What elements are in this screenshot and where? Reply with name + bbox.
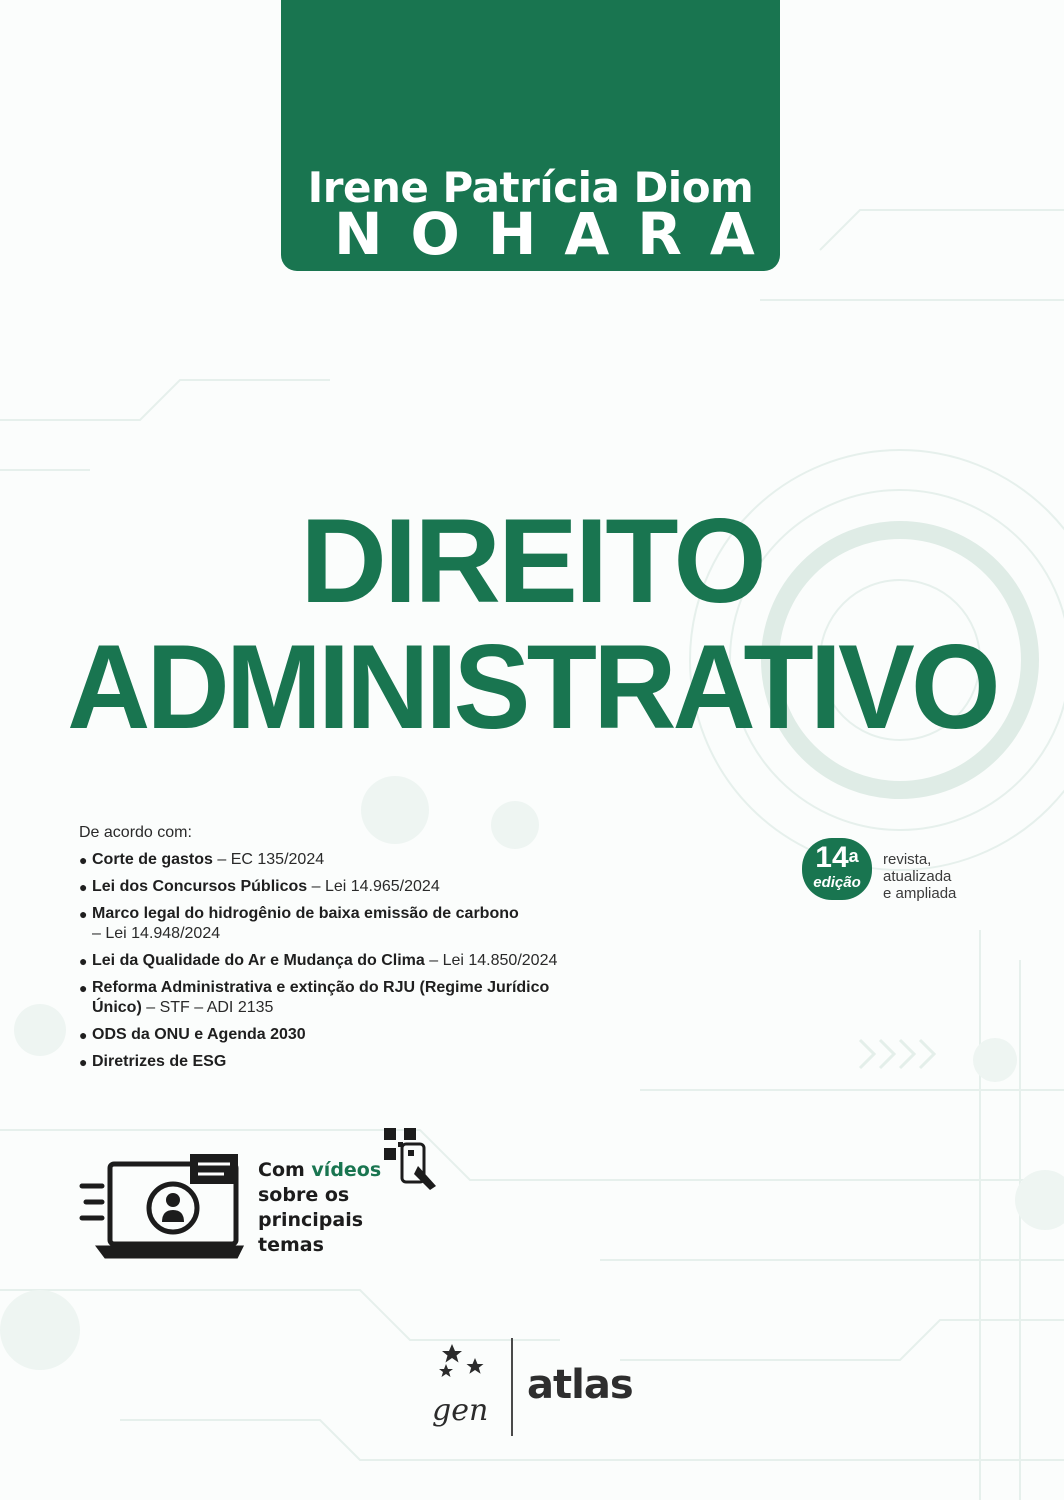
item-bold: Corte de gastos — [92, 851, 213, 868]
atlas-logo: atlas — [527, 1362, 633, 1408]
video-line1-a: Com — [258, 1159, 312, 1181]
author-banner — [281, 0, 783, 271]
edition-word: edição — [813, 874, 861, 891]
qr-phone-icon — [382, 1126, 442, 1192]
updates-list — [79, 850, 599, 1079]
bullet-icon: ● — [79, 852, 88, 868]
list-item — [79, 951, 599, 971]
video-feature-text — [258, 1158, 381, 1258]
publisher-divider — [511, 1338, 513, 1436]
bullet-icon: ● — [79, 1027, 88, 1043]
video-line: temas — [258, 1234, 324, 1256]
item-bold: Marco legal do hidrogênio de baixa emissão de carbono — [92, 905, 519, 922]
list-item — [79, 904, 599, 944]
video-line: sobre os — [258, 1184, 350, 1206]
author-last-name: NOHARA — [334, 200, 783, 268]
bullet-icon: ● — [79, 906, 88, 922]
item-bold: Reforma Administrativa e extinção do RJU (Regime Jurídico Único) — [92, 979, 550, 1016]
edition-desc-line: revista, — [883, 851, 932, 868]
item-rest: – Lei 14.965/2024 — [307, 878, 440, 895]
bullet-icon: ● — [79, 879, 88, 895]
item-rest: – Lei 14.948/2024 — [92, 925, 221, 942]
edition-desc-line: e ampliada — [883, 885, 957, 902]
updates-intro: De acordo com: — [79, 824, 192, 841]
list-item — [79, 850, 599, 870]
gen-logo — [430, 1340, 500, 1438]
list-item — [79, 1025, 599, 1045]
book-title-line-1: DIREITO — [300, 494, 764, 628]
item-bold: Lei dos Concursos Públicos — [92, 878, 308, 895]
gen-logo-text: gen — [432, 1393, 489, 1428]
edition-description — [883, 851, 956, 902]
item-bold: Lei da Qualidade do Ar e Mudança do Clima — [92, 952, 425, 969]
bullet-icon: ● — [79, 953, 88, 969]
edition-number: 14 — [815, 841, 849, 874]
item-rest: – STF – ADI 2135 — [141, 999, 274, 1016]
item-bold: ODS da ONU e Agenda 2030 — [92, 1026, 306, 1043]
bullet-icon: ● — [79, 980, 88, 996]
author-first-names: Irene Patrícia Diom — [307, 163, 754, 212]
video-line: principais — [258, 1209, 364, 1231]
edition-ordinal: a — [848, 846, 859, 866]
book-title-line-2: ADMINISTRATIVO — [67, 620, 997, 754]
item-rest: – Lei 14.850/2024 — [424, 952, 558, 969]
list-item — [79, 978, 599, 1018]
laptop-video-icon — [78, 1150, 248, 1262]
item-bold: Diretrizes de ESG — [92, 1053, 227, 1070]
list-item — [79, 877, 599, 897]
video-line1-b: vídeos — [311, 1159, 382, 1181]
item-rest: – EC 135/2024 — [212, 851, 325, 868]
edition-desc-line: atualizada — [883, 868, 952, 885]
edition-badge — [802, 838, 872, 900]
bullet-icon: ● — [79, 1054, 88, 1070]
list-item — [79, 1052, 599, 1072]
